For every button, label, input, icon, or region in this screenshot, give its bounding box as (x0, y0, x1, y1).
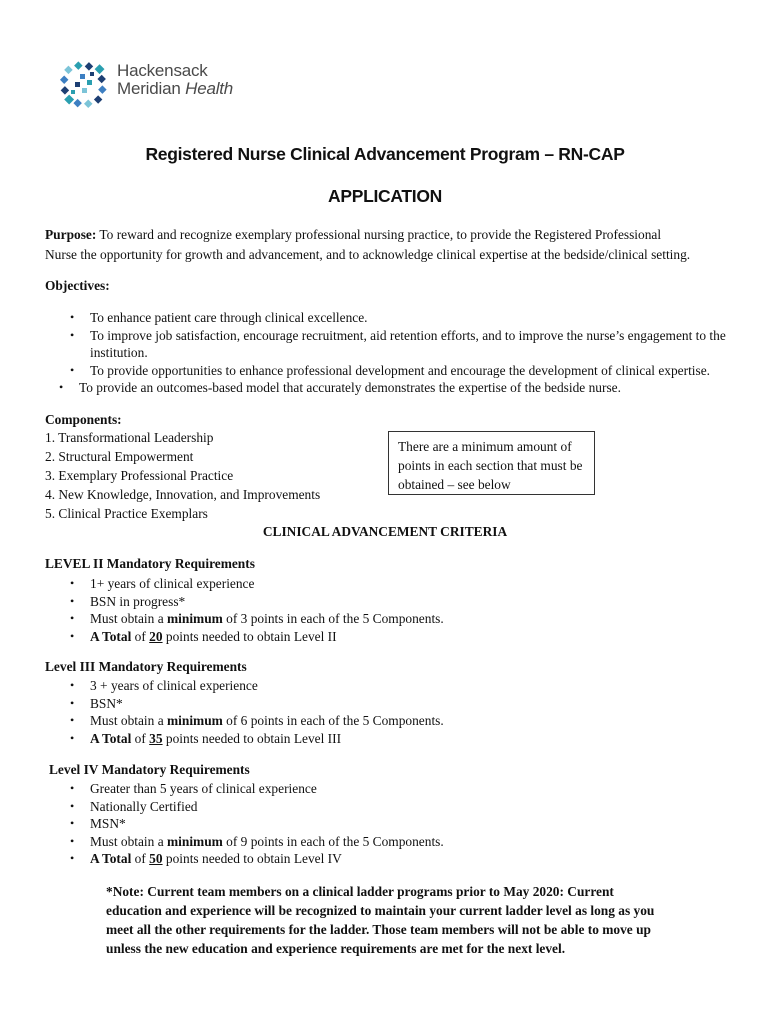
total-of: of (131, 730, 150, 746)
purpose-paragraph (45, 225, 735, 265)
page-subtitle: APPLICATION (327, 186, 442, 206)
level-4-heading: Level IV Mandatory Requirements (49, 762, 250, 777)
list-item: 3. Exemplary Professional Practice (45, 468, 234, 483)
page-title: Registered Nurse Clinical Advancement Program – RN-CAP (145, 144, 625, 164)
list-item (66, 712, 706, 730)
min-pre: Must obtain a (90, 713, 167, 728)
list-item (66, 850, 706, 868)
min-bold: minimum (167, 833, 223, 849)
hmh-logo-mark-icon (55, 56, 113, 112)
criteria-heading: CLINICAL ADVANCEMENT CRITERIA (262, 524, 508, 539)
total-post: points needed to obtain Level II (162, 628, 337, 644)
list-item: • BSN in progress* (66, 593, 706, 611)
min-pre: Must obtain a (90, 833, 167, 849)
min-pre: Must obtain a (90, 611, 167, 626)
list-item: • To improve job satisfaction, encourage recruitment, aid retention efforts, and to improve the nurse’s engagement to the institution. (66, 327, 726, 362)
logo-wordmark (117, 62, 233, 98)
total-of: of (131, 628, 150, 644)
purpose-line-1: To reward and recognize exemplary professional nursing practice, to provide the Registered Professional (96, 227, 662, 242)
list-item: • MSN* (66, 815, 706, 833)
list-item: 5. Clinical Practice Exemplars (45, 506, 208, 521)
list-item (66, 833, 706, 851)
logo-line-2-italic: Health (185, 79, 234, 98)
total-post: points needed to obtain Level III (162, 730, 342, 746)
components-list (45, 428, 320, 523)
purpose-line-2: Nurse the opportunity for growth and advancement, and to acknowledge clinical expertise at the bedside/clinical setting. (45, 247, 691, 262)
level-2-heading: LEVEL II Mandatory Requirements (45, 556, 255, 571)
list-item: 4. New Knowledge, Innovation, and Improvements (45, 487, 321, 502)
list-item: • To provide an outcomes-based model that accurately demonstrates the expertise of the bedside nurse. (55, 379, 726, 397)
list-item (66, 628, 706, 646)
list-item (66, 610, 706, 628)
objectives-list (66, 309, 726, 397)
hmh-logo (55, 56, 245, 112)
total-points: 20 (149, 628, 163, 644)
total-post: points needed to obtain Level IV (162, 851, 342, 866)
list-item: • Nationally Certified (66, 798, 706, 816)
total-bold: A Total (90, 730, 132, 746)
components-heading: Components: (45, 412, 122, 427)
points-note-box: There are a minimum amount of points in each section that must be obtained – see below (388, 431, 595, 495)
level-3-list (66, 677, 706, 747)
list-item: • Greater than 5 years of clinical experience (66, 780, 706, 798)
min-post: of 3 points in each of the 5 Components. (222, 611, 444, 626)
min-post: of 9 points in each of the 5 Components. (222, 833, 444, 849)
logo-line-1: Hackensack (117, 61, 208, 80)
level-4-list (66, 780, 706, 868)
list-item: • To enhance patient care through clinical excellence. (66, 309, 726, 327)
min-bold: minimum (167, 713, 223, 728)
list-item: • To provide opportunities to enhance professional development and encourage the development of clinical expertise. (66, 362, 726, 380)
total-bold: A Total (90, 628, 132, 644)
min-post: of 6 points in each of the 5 Components. (222, 713, 444, 728)
total-points: 50 (149, 851, 163, 866)
min-bold: minimum (167, 611, 223, 626)
list-item (66, 730, 706, 748)
total-points: 35 (149, 730, 163, 746)
list-item: • 1+ years of clinical experience (66, 575, 706, 593)
total-bold: A Total (90, 851, 132, 866)
list-item: 2. Structural Empowerment (45, 449, 194, 464)
list-item: • 3 + years of clinical experience (66, 677, 706, 695)
total-of: of (131, 851, 150, 866)
ladder-note: *Note: Current team members on a clinical ladder programs prior to May 2020: Current education and experience will be recognized to maintain your current ladder level as long as you meet all the other requirements for the ladder. Those team members will not be able to move up unless the new education and experience requirements are met for the next level. (106, 884, 655, 956)
level-2-list (66, 575, 706, 645)
level-3-heading: Level III Mandatory Requirements (45, 659, 247, 674)
logo-line-2-plain: Meridian (117, 79, 186, 98)
list-item: • BSN* (66, 695, 706, 713)
objectives-heading: Objectives: (45, 278, 110, 293)
purpose-label: Purpose: (45, 227, 97, 242)
list-item: 1. Transformational Leadership (45, 430, 214, 445)
logo-line-2 (117, 80, 233, 98)
